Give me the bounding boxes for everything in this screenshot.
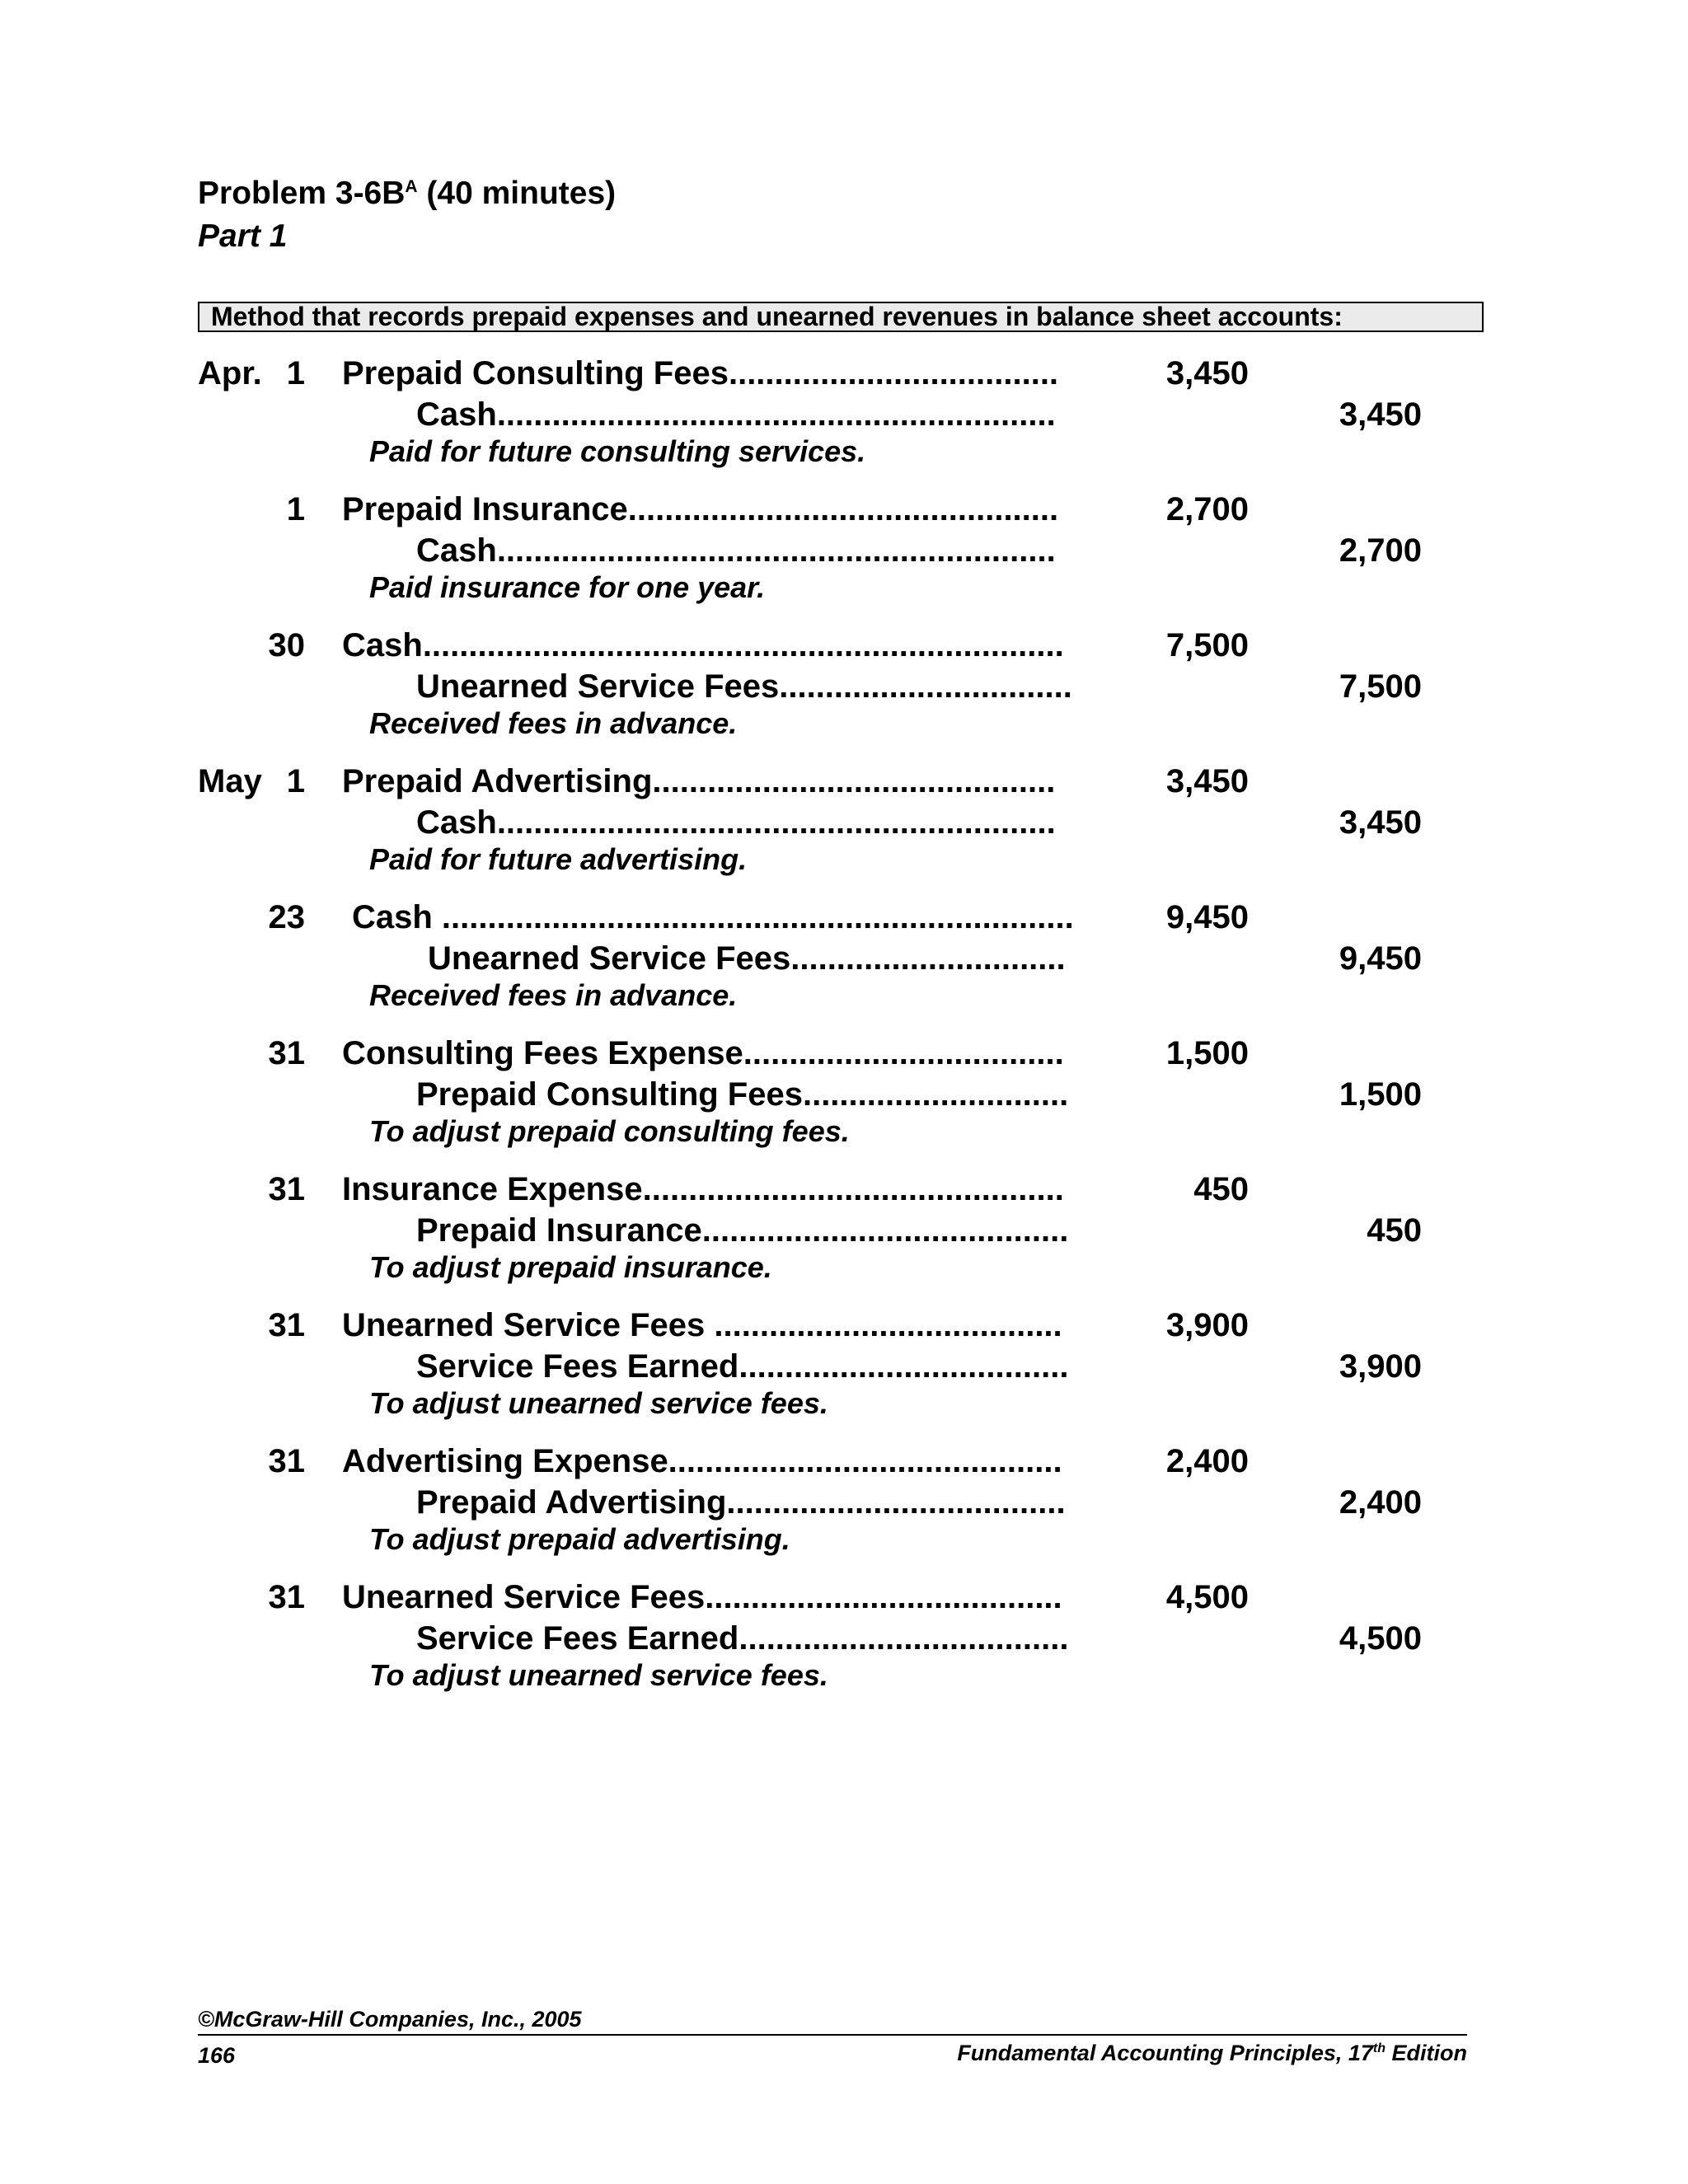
credit-amount: 2,400: [1339, 1484, 1422, 1521]
entry-description: Received fees in advance.: [369, 706, 738, 740]
entry-description: Paid for future advertising.: [369, 842, 748, 876]
entry-description: To adjust prepaid advertising.: [369, 1522, 790, 1556]
debit-line: [0, 1305, 1688, 1346]
credit-account: Service Fees Earned....................................: [416, 1620, 1069, 1657]
footer-book-title: [957, 2039, 1467, 2067]
debit-line: [0, 625, 1688, 666]
credit-line: [0, 938, 1688, 979]
entry-day: 31: [268, 1171, 305, 1207]
credit-account: Prepaid Consulting Fees.............................: [416, 1076, 1069, 1113]
entry-description: To adjust prepaid consulting fees.: [369, 1114, 850, 1148]
debit-account: Prepaid Advertising............................................: [342, 763, 1056, 799]
debit-amount: 4,500: [1165, 1579, 1249, 1615]
credit-line: [0, 1346, 1688, 1387]
entry-description: To adjust unearned service fees.: [369, 1658, 828, 1692]
entry-description: Paid insurance for one year.: [369, 570, 766, 604]
footer-book-edition: Edition: [1386, 2041, 1467, 2065]
credit-line: [0, 1618, 1688, 1659]
credit-amount: 3,900: [1339, 1348, 1422, 1385]
debit-account: Unearned Service Fees ......................................: [342, 1307, 1062, 1343]
footer-page-number: 166: [198, 2043, 236, 2068]
debit-line: [0, 1441, 1688, 1482]
debit-account: Prepaid Consulting Fees....................................: [342, 355, 1059, 391]
debit-line: [0, 761, 1688, 802]
credit-account: Cash.............................................................: [416, 532, 1056, 569]
journal-entry: [0, 761, 1688, 884]
footer-rule: [198, 2034, 1467, 2036]
journal-entry: [0, 1577, 1688, 1700]
entry-month: May: [198, 763, 262, 799]
entry-day: 31: [268, 1035, 305, 1071]
debit-line: [0, 1033, 1688, 1074]
method-box: Method that records prepaid expenses and unearned revenues in balance sheet accounts:: [198, 302, 1484, 332]
credit-account: Service Fees Earned....................................: [416, 1348, 1069, 1385]
debit-account: Cash......................................................................: [342, 627, 1064, 663]
entry-month: Apr.: [198, 355, 262, 391]
debit-amount: 7,500: [1165, 627, 1249, 663]
entry-day: 31: [268, 1443, 305, 1479]
credit-line: [0, 666, 1688, 707]
debit-line: [0, 489, 1688, 530]
debit-amount: 3,450: [1165, 763, 1249, 799]
credit-amount: 7,500: [1339, 668, 1422, 705]
footer-book-superscript: th: [1372, 2041, 1386, 2055]
journal-entry: [0, 489, 1688, 612]
credit-amount: 4,500: [1339, 1620, 1422, 1657]
credit-amount: 3,450: [1339, 804, 1422, 841]
entry-description: To adjust prepaid insurance.: [369, 1250, 772, 1284]
debit-amount: 2,400: [1165, 1443, 1249, 1479]
debit-line: [0, 353, 1688, 394]
credit-amount: 3,450: [1339, 396, 1422, 433]
debit-amount: 450: [1193, 1171, 1249, 1207]
credit-line: [0, 1210, 1688, 1251]
problem-title-text: Problem 3-6B: [198, 176, 406, 211]
footer-copyright: ©McGraw-Hill Companies, Inc., 2005: [198, 2007, 582, 2032]
journal-entry: [0, 353, 1688, 476]
debit-amount: 3,900: [1165, 1307, 1249, 1343]
part-heading: Part 1: [198, 218, 288, 254]
journal-entry: [0, 1305, 1688, 1428]
credit-line: [0, 1074, 1688, 1115]
journal-entry: [0, 1033, 1688, 1156]
entry-description: To adjust unearned service fees.: [369, 1386, 828, 1420]
credit-account: Unearned Service Fees................................: [416, 668, 1072, 705]
entry-day: 1: [286, 763, 305, 799]
debit-amount: 9,450: [1165, 899, 1249, 935]
entry-day: 31: [268, 1307, 305, 1343]
credit-line: [0, 802, 1688, 843]
credit-line: [0, 530, 1688, 571]
journal-entry: [0, 625, 1688, 748]
credit-line: [0, 394, 1688, 435]
debit-line: [0, 1577, 1688, 1618]
debit-account: Prepaid Insurance...............................................: [342, 491, 1059, 527]
debit-amount: 2,700: [1165, 491, 1249, 527]
problem-title-superscript: A: [405, 177, 418, 196]
credit-amount: 450: [1367, 1212, 1422, 1249]
debit-account: Cash .....................................................................: [352, 899, 1074, 935]
entry-description: Received fees in advance.: [369, 978, 738, 1012]
journal-entry: [0, 1441, 1688, 1564]
debit-line: [0, 1169, 1688, 1210]
debit-amount: 1,500: [1165, 1035, 1249, 1071]
credit-account: Cash.............................................................: [416, 804, 1056, 841]
credit-account: Prepaid Advertising.....................................: [416, 1484, 1066, 1521]
credit-amount: 9,450: [1339, 940, 1422, 977]
entry-description: Paid for future consulting services.: [369, 434, 866, 468]
credit-line: [0, 1482, 1688, 1523]
footer-book-title-text: Fundamental Accounting Principles, 17: [957, 2041, 1373, 2065]
debit-account: Consulting Fees Expense...................................: [342, 1035, 1064, 1071]
entry-day: 30: [268, 627, 305, 663]
journal-entry: [0, 897, 1688, 1020]
journal-entry: [0, 1169, 1688, 1292]
debit-account: Advertising Expense...........................................: [342, 1443, 1062, 1479]
debit-amount: 3,450: [1165, 355, 1249, 391]
debit-account: Insurance Expense..............................................: [342, 1171, 1064, 1207]
debit-line: [0, 897, 1688, 938]
credit-amount: 2,700: [1339, 532, 1422, 569]
credit-account: Unearned Service Fees..............................: [428, 940, 1066, 977]
entry-day: 31: [268, 1579, 305, 1615]
credit-account: Prepaid Insurance........................................: [416, 1212, 1069, 1249]
entry-day: 1: [286, 491, 305, 527]
debit-account: Unearned Service Fees.......................................: [342, 1579, 1062, 1615]
problem-title: [198, 173, 616, 214]
entry-day: 23: [268, 899, 305, 935]
credit-amount: 1,500: [1339, 1076, 1422, 1113]
problem-title-duration: (40 minutes): [417, 176, 617, 211]
entry-day: 1: [286, 355, 305, 391]
credit-account: Cash.............................................................: [416, 396, 1056, 433]
